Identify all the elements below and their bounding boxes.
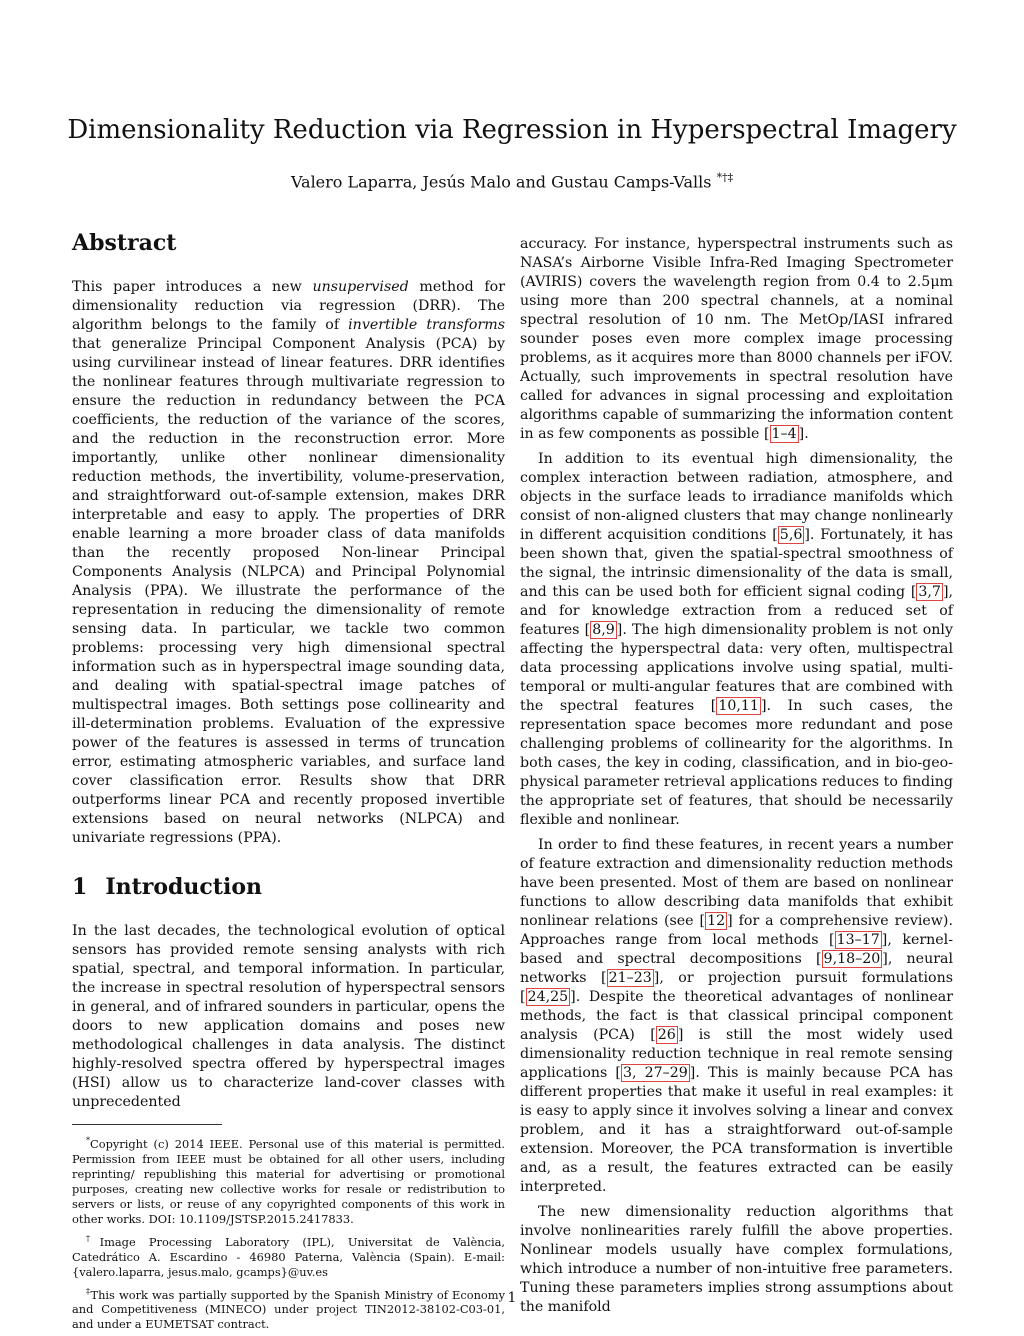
footnote-copyright: *Copyright (c) 2014 IEEE. Personal use of this material is permitted. Permission from IEEE must be obtained for all other users, including reprinting/ republishing this material for advertising or promotional purposes, creating new collective works for resale or redistribution to servers or lists, or reuse of any copyrighted components of this work in other works. DOI: 10.1109/JSTSP.2015.2417833.	[72, 1136, 505, 1226]
citation-link[interactable]: 9,18–20	[823, 951, 881, 967]
section-heading-introduction	[72, 872, 505, 902]
footnote-funding: ‡This work was partially supported by the Spanish Ministry of Economy and Competitiveness (MINECO) under project TIN2012-38102-C03-01, and under a EUMETSAT contract.	[72, 1286, 506, 1332]
citation-link[interactable]: 8,9	[592, 622, 615, 638]
footnote-affiliation: †Image Processing Laboratory (IPL), Universitat de València, Catedrático A. Escardino - 46980 Paterna, València (Spain). E-mail: {valero.laparra, jesus.malo, gcamps}@uv.es	[72, 1233, 506, 1279]
citation-link[interactable]: 1–4	[771, 426, 797, 442]
left-column	[72, 228, 505, 1336]
intro-paragraph-2: In addition to its eventual high dimensionality, the complex interaction between radiation, atmosphere, and objects in the surface leads to irradiance manifolds which consist of non-aligned clusters that may change nonlinearly in different acquisition conditions [ 5,6 ]. Fortunately, it has been shown that, given the spatial-spectral smoothness of the signal, the intrinsic dimensionality of the data is small, and this can be used both for efficient signal coding [ 3,7 ], and for knowledge extraction from a reduced set of features [ 8,9 ]. The high dimensionality problem is not only affecting the hyperspectral data: very often, multispectral data processing applications involve using spatial, multi-temporal or multi-angular features that are combined with the spectral features [ 10,11 ]. In such cases, the representation space becomes more redundant and pose challenging problems of collinearity for the algorithms. In both cases, the key in coding, classification, and in bio-geo-physical parameter retrieval applications reduces to finding the appropriate set of features, that should be necessarily flexible and nonlinear.	[520, 451, 953, 828]
intro-paragraph-1-cont: accuracy. For instance, hyperspectral instruments such as NASA’s Airborne Visible Infra-Red Imaging Spectrometer (AVIRIS) covers the wavelength region from 0.4 to 2.5μm using more than 200 spectral channels, at a nominal spectral resolution of 10 nm. The MetOp/IASI infrared sounder poses even more complex image processing problems, as it acquires more than 8000 channels per iFOV. Actually, such improvements in spectral resolution have called for advances in signal processing and exploitation algorithms capable of summarizing the information content in as few components as possible [ 1–4 ].	[520, 236, 953, 442]
citation-link[interactable]: 12	[707, 913, 726, 929]
author-footnote-marks: *†‡	[716, 171, 734, 184]
citation-link[interactable]: 5,6	[779, 527, 803, 543]
abstract-text: This paper introduces a new unsupervised method for dimensionality reduction via regression (DRR). The algorithm belongs to the family of invertible transforms that generalize Principal Component Analysis (PCA) by using curvilinear instead of linear features. DRR identifies the nonlinear features through multivariate regression to ensure the reduction in redundancy between the PCA coefficients, the reduction of the variance of the scores, and the reduction in the reconstruction error. More importantly, unlike other nonlinear dimensionality reduction methods, the invertibility, volume-preservation, and straightforward out-of-sample extension, makes DRR interpretable and easy to apply. The properties of DRR enable learning a more broader class of data manifolds than the recently proposed Non-linear Principal Components Analysis (NLPCA) and Principal Polynomial Analysis (PPA). We illustrate the performance of the representation in reducing the dimensionality of remote sensing data. In particular, we tackle two common problems: processing very high dimensional spectral information such as in hyperspectral image sounding data, and dealing with spatial-spectral image patches of multispectral images. Both settings pose collinearity and ill-determination problems. Evaluation of the expressive power of the features is assessed in terms of truncation error, estimating atmospheric variables, and surface land cover classification error. Results show that DRR outperforms linear PCA and recently proposed invertible extensions based on neural networks (NLPCA) and univariate regressions (PPA).	[72, 279, 506, 846]
abstract-heading: Abstract	[72, 230, 177, 256]
paper-title: Dimensionality Reduction via Regression in Hyperspectral Imagery	[67, 115, 957, 145]
author-line	[0, 166, 1024, 194]
right-column	[520, 235, 953, 1317]
authors: Valero Laparra, Jesús Malo and Gustau Camps-Valls	[290, 172, 712, 192]
footnote-rule	[72, 1124, 222, 1125]
citation-link[interactable]: 3,7	[918, 584, 941, 600]
citation-link[interactable]: 3, 27–29	[622, 1065, 688, 1081]
citation-link[interactable]: 21–23	[608, 970, 652, 986]
intro-paragraph-4: The new dimensionality reduction algorithms that involve nonlinearities rarely fulfill the above properties. Nonlinear models usually have complex formulations, which introduce a number of non-intuitive free parameters. Tuning these parameters implies strong assumptions about the manifold	[520, 1204, 953, 1315]
citation-link[interactable]: 13–17	[836, 932, 880, 948]
citation-link[interactable]: 26	[657, 1027, 676, 1043]
intro-paragraph-3: In order to find these features, in recent years a number of feature extraction and dimensionality reduction methods have been presented. Most of them are based on nonlinear functions to allow describing data manifolds that exhibit nonlinear relations (see [ 12 ] for a comprehensive review). Approaches range from local methods [ 13–17 ], kernel-based and spectral decompositions [ 9,18–20 ], neural networks [ 21–23 ], or projection pursuit formulations [ 24,25 ]. Despite the theoretical advantages of nonlinear methods, the fact is that classical principal component analysis (PCA) [ 26 ] is still the most widely used dimensionality reduction technique in real remote sensing applications [ 3, 27–29 ]. This is mainly because PCA has different properties that make it useful in real examples: it is easy to apply since it involves solving a linear and convex problem, and it has a straightforward out-of-sample extension. Moreover, the PCA transformation is invertible and, as a result, the features extracted can be easily interpreted.	[520, 837, 954, 1195]
section-number: 1	[72, 874, 88, 900]
page-number: 1	[507, 1290, 517, 1306]
citation-link[interactable]: 10,11	[718, 698, 759, 714]
citation-link[interactable]: 24,25	[527, 989, 569, 1005]
section-title: Introduction	[105, 874, 262, 900]
intro-paragraph-1: In the last decades, the technological evolution of optical sensors has provided remote sensing analysts with rich spatial, spectral, and temporal information. In particular, the increase in spectral resolution of hyperspectral sensors in general, and of infrared sounders in particular, opens the doors to new application domains and poses new methodological challenges in data analysis. The distinct highly-resolved spectra offered by hyperspectral images (HSI) allow us to characterize land-cover classes with unprecedented	[72, 923, 505, 1110]
